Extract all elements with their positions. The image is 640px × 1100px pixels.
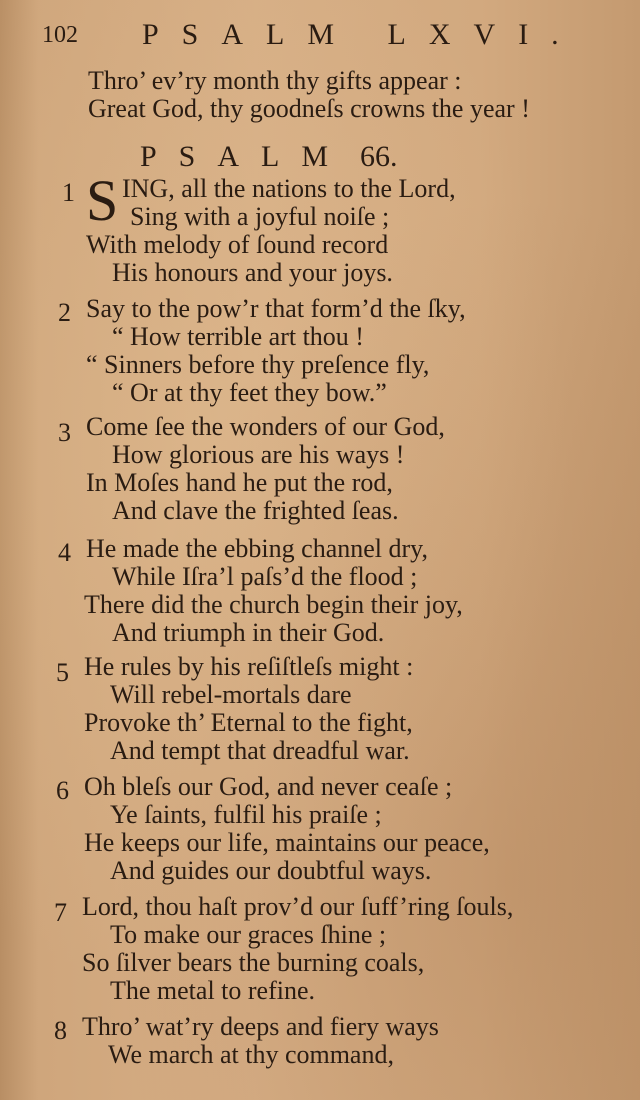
verse-line: “ Sinners before thy preſence fly, [86, 350, 430, 379]
verse-line: He keeps our life, maintains our peace, [84, 828, 490, 857]
verse-number: 7 [54, 898, 67, 927]
verse-line: His honours and your joys. [112, 258, 393, 287]
verse-number: 2 [58, 298, 71, 327]
verse-line: There did the church begin their joy, [84, 590, 463, 619]
verse-line: While Iſra’l paſs’d the flood ; [112, 562, 418, 591]
verse-line: He rules by his reſiſtleſs might : [84, 652, 414, 681]
verse-line: Ye ſaints, fulfil his praiſe ; [110, 800, 382, 829]
drop-cap: S [86, 168, 119, 233]
verse-line: Thro’ wat’ry deeps and fiery ways [82, 1012, 439, 1041]
psalm-title-number: 66. [360, 140, 398, 173]
verse-line: He made the ebbing channel dry, [86, 534, 428, 563]
page-header [42, 14, 620, 54]
psalm-title [140, 140, 398, 174]
verse-line: Oh bleſs our God, and never ceaſe ; [84, 772, 453, 801]
verse-line: How glorious are his ways ! [112, 440, 405, 469]
verse-number: 8 [54, 1016, 67, 1045]
verse-line: ING, all the nations to the Lord, [122, 174, 456, 203]
prev-stanza-line: Thro’ ev’ry month thy gifts appear : [88, 66, 462, 95]
verse-line: To make our graces ſhine ; [110, 920, 387, 949]
verse-line: “ Or at thy feet they bow.” [112, 378, 387, 407]
verse-line: And triumph in their God. [112, 618, 385, 647]
verse-line: Lord, thou haſt prov’d our ſuff’ring ſouls, [82, 892, 514, 921]
verse-line: And tempt that dreadful war. [110, 736, 410, 765]
verse-number: 6 [56, 776, 69, 805]
verse-line: The metal to refine. [110, 976, 316, 1005]
verse-line: Say to the pow’r that form’d the ſky, [86, 294, 466, 323]
verse-number: 3 [58, 418, 71, 447]
prev-stanza-line: Great God, thy goodneſs crowns the year ! [88, 94, 530, 123]
verse-line: Provoke th’ Eternal to the fight, [84, 708, 413, 737]
verse-line: And clave the frighted ſeas. [112, 496, 399, 525]
verse-line: In Moſes hand he put the rod, [86, 468, 393, 497]
verse-line: Sing with a joyful noiſe ; [130, 202, 390, 231]
verse-line: So ſilver bears the burning coals, [82, 948, 425, 977]
verse-number: 5 [56, 658, 69, 687]
verse-line: “ How terrible art thou ! [112, 322, 364, 351]
psalm-title-word: PSALM [140, 140, 351, 173]
verse-number: 4 [58, 538, 71, 567]
verse-line: Come ſee the wonders of our God, [86, 412, 445, 441]
verse-line: And guides our doubtful ways. [110, 856, 432, 885]
verse-number: 1 [62, 178, 75, 207]
running-title: PSALM LXVI. [142, 18, 582, 51]
verse-line: With melody of ſound record [86, 230, 389, 259]
verse-line: We march at thy command, [108, 1040, 394, 1069]
verse-line: Will rebel-mortals dare [110, 680, 352, 709]
page-number: 102 [42, 22, 78, 48]
